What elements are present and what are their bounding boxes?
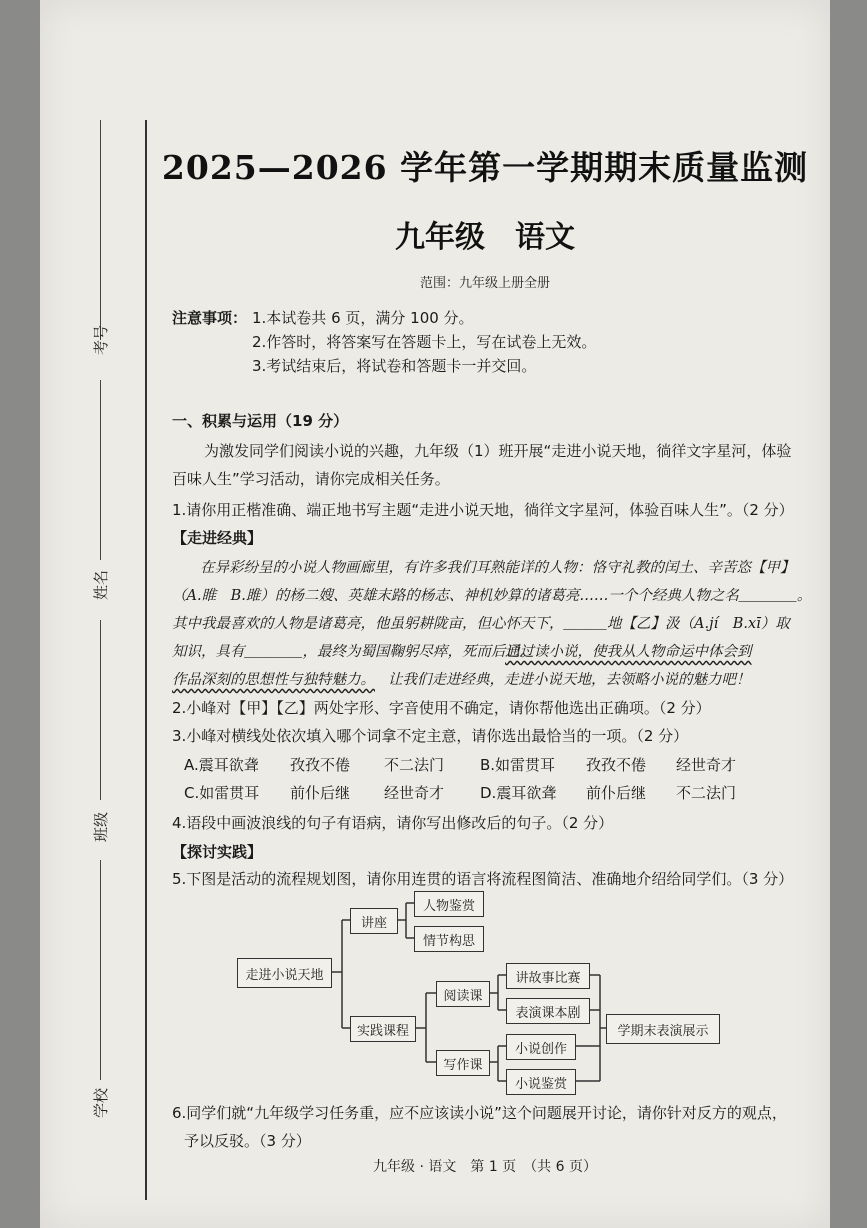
passage-line-1: 在异彩纷呈的小说人物画廊里，有许多我们耳熟能详的人物：恪守礼教的闰土、辛苦恣【甲】 (200, 560, 795, 576)
question-3: 3.小峰对横线处依次填入哪个词拿不定主意，请你选出最恰当的一项。（2 分） (172, 727, 689, 745)
flow-plot-conception: 情节构思 (414, 926, 484, 952)
question-1: 1.请你用正楷准确、端正地书写主题“走进小说天地，徜徉文字星河，体验百味人生”。（2 分） (172, 501, 794, 519)
passage-line-2: （A.睢 B.雎）的杨二嫂、英雄末路的杨志、神机妙算的诸葛亮……一个个经典人物之名＿＿＿＿。 (172, 588, 812, 604)
flow-novel-appreciation: 小说鉴赏 (506, 1069, 576, 1095)
exam-no-label: 考号 (92, 324, 110, 355)
wavy-sentence-part-2: 作品深刻的思想性与独特魅力。 (172, 672, 375, 688)
option-d-2: 前仆后继 (586, 784, 647, 802)
question-2: 2.小峰对【甲】【乙】两处字形、字音使用不确定，请你帮他选出正确项。（2 分） (172, 699, 711, 717)
question-6-line-2: 予以反驳。（3 分） (184, 1132, 311, 1150)
option-b-3: 经世奇才 (676, 756, 737, 774)
note-1: 1.本试卷共 6 页，满分 100 分。 (252, 309, 474, 327)
option-c-1: C.如雷贯耳 (184, 784, 260, 802)
option-b-1: B.如雷贯耳 (480, 756, 556, 774)
page-footer: 九年级 · 语文 第 1 页 （共 6 页） (373, 1159, 597, 1175)
flow-writing: 写作课 (436, 1050, 490, 1076)
part-label-practice: 【探讨实践】 (172, 843, 263, 861)
intro-line-1: 为激发同学们阅读小说的兴趣，九年级（1）班开展“走进小说天地，徜徉文字星河，体验 (204, 442, 792, 460)
option-a-1: A.震耳欲聋 (184, 756, 259, 774)
question-4: 4.语段中画波浪线的句子有语病，请你写出修改后的句子。（2 分） (172, 814, 614, 832)
option-b-2: 孜孜不倦 (586, 756, 647, 774)
question-6-line-1: 6.同学们就“九年级学习任务重，应不应该读小说”这个问题展开讨论，请你针对反方的观点， (172, 1104, 787, 1122)
flow-reading: 阅读课 (436, 981, 490, 1007)
option-a-3: 不二法门 (384, 756, 445, 774)
passage-line-4: 知识，具有＿＿＿＿，最终为蜀国鞠躬尽瘁，死而后已。 (172, 644, 535, 660)
flow-root: 走进小说天地 (237, 958, 332, 988)
name-label: 姓名 (92, 569, 110, 600)
school-label: 学校 (92, 1087, 110, 1118)
passage-line-3: 其中我最喜欢的人物是诸葛亮，他虽躬耕陇亩，但心怀天下，＿＿＿地【乙】汲（A.jí B.xī）取 (172, 616, 790, 632)
note-3: 3.考试结束后，将试卷和答题卡一并交回。 (252, 357, 537, 375)
exam-title: 2025—2026 学年第一学期期末质量监测 (161, 148, 809, 187)
part-label-classics: 【走进经典】 (172, 529, 263, 547)
exam-scope: 范围：九年级上册全册 (419, 276, 550, 291)
option-c-3: 经世奇才 (384, 784, 445, 802)
passage-line-end: 让我们走进经典，走进小说天地，去领略小说的魅力吧！ (388, 672, 751, 688)
flow-final-showcase: 学期末表演展示 (606, 1014, 720, 1044)
flow-lecture: 讲座 (350, 908, 398, 934)
wavy-sentence-part-1: 通过读小说，使我从人物命运中体会到 (505, 644, 752, 660)
flow-character-appreciation: 人物鉴赏 (414, 891, 484, 917)
note-2: 2.作答时，将答案写在答题卡上，写在试卷上无效。 (252, 333, 597, 351)
option-c-2: 前仆后继 (290, 784, 351, 802)
flow-practice: 实践课程 (350, 1016, 416, 1042)
notes-label: 注意事项： (172, 309, 248, 327)
flow-novel-creation: 小说创作 (506, 1034, 576, 1060)
class-label: 班级 (92, 811, 110, 842)
option-d-1: D.震耳欲聋 (480, 784, 557, 802)
exam-subtitle: 九年级 语文 (395, 220, 575, 255)
flow-storytelling-contest: 讲故事比赛 (506, 963, 590, 989)
flow-textbook-drama: 表演课本剧 (506, 998, 590, 1024)
intro-line-2: 百味人生”学习活动，请你完成相关任务。 (172, 470, 450, 488)
question-5: 5.下图是活动的流程规划图，请你用连贯的语言将流程图简洁、准确地介绍给同学们。（3 分） (172, 870, 794, 888)
option-d-3: 不二法门 (676, 784, 737, 802)
section-heading: 一、积累与运用（19 分） (172, 412, 349, 430)
option-a-2: 孜孜不倦 (290, 756, 351, 774)
